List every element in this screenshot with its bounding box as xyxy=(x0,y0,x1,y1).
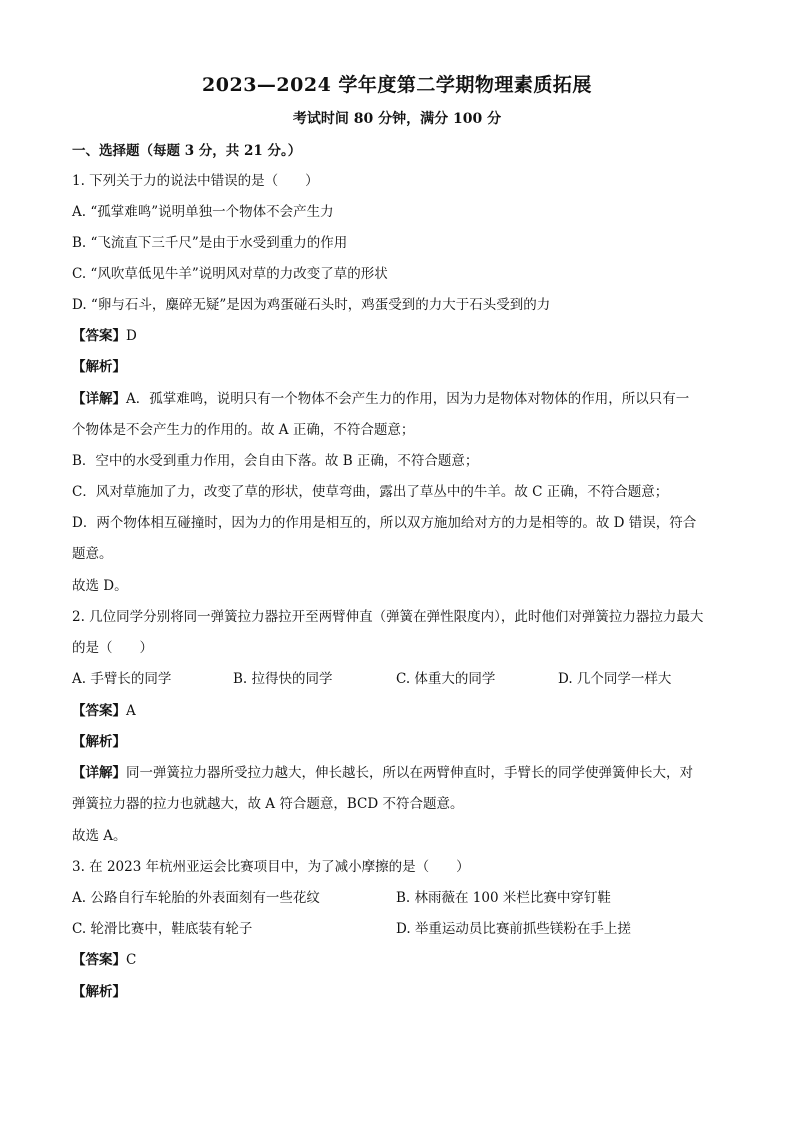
q2-option-a: A. 手臂长的同学 xyxy=(72,671,172,687)
exam-info: 考试时间 80 分钟，满分 100 分 xyxy=(292,111,502,127)
q2-analysis-tag: 【解析】 xyxy=(72,734,126,750)
q1-option-d: D. “卵与石斗，麋碎无疑”是因为鸡蛋碰石头时，鸡蛋受到的力大于石头受到的力 xyxy=(72,297,551,313)
q2-conclusion: 故选 A。 xyxy=(72,828,127,844)
q1-option-a: A. “孤掌难鸣”说明单独一个物体不会产生力 xyxy=(72,204,334,220)
answer-tag: 【答案】 xyxy=(72,328,126,344)
detail-tag: 【详解】 xyxy=(72,765,126,781)
q2-option-c: C. 体重大的同学 xyxy=(396,671,496,687)
q2-stem-line-2: 的是（ ） xyxy=(72,640,153,656)
section-heading: 一、选择题（每题 3 分，共 21 分。） xyxy=(72,143,302,159)
q1-detail-line-1 xyxy=(72,389,732,409)
q2-detail-line-2: 弹簧拉力器的拉力也就越大，故 A 符合题意，BCD 不符合题意。 xyxy=(72,796,464,812)
detail-text: 同一弹簧拉力器所受拉力越大，伸长越长，所以在两臂伸直时，手臂长的同学使弹簧伸长大，对 xyxy=(126,765,693,781)
answer-value: D xyxy=(126,328,137,344)
q2-options-row xyxy=(72,669,732,689)
q1-detail-line-4: C．风对草施加了力，改变了草的形状，使草弯曲，露出了草丛中的牛羊。故 C 正确，不符合题意； xyxy=(72,484,669,500)
q1-detail-line-3: B．空中的水受到重力作用，会自由下落。故 B 正确，不符合题意； xyxy=(72,453,479,469)
q3-options-row-2 xyxy=(72,919,732,939)
q1-conclusion: 故选 D。 xyxy=(72,578,128,594)
q1-detail-line-2: 个物体是不会产生力的作用的。故 A 正确，不符合题意； xyxy=(72,422,415,438)
q2-stem-line-1: 2. 几位同学分别将同一弹簧拉力器拉开至两臂伸直（弹簧在弹性限度内），此时他们对弹簧拉力器拉力最大 xyxy=(72,609,704,625)
q1-analysis-tag: 【解析】 xyxy=(72,359,126,375)
page-title: 2023—2024 学年度第二学期物理素质拓展 xyxy=(202,74,592,96)
answer-value: A xyxy=(126,703,136,719)
detail-text: A．孤掌难鸣，说明只有一个物体不会产生力的作用，因为力是物体对物体的作用，所以只有一 xyxy=(126,391,690,407)
answer-tag: 【答案】 xyxy=(72,703,126,719)
q1-detail-line-5: D．两个物体相互碰撞时，因为力的作用是相互的，所以双方施加给对方的力是相等的。故 D 错误，符合 xyxy=(72,515,697,531)
q2-detail-line-1 xyxy=(72,763,732,783)
q1-stem: 1. 下列关于力的说法中错误的是（ ） xyxy=(72,173,319,189)
q3-option-d: D. 举重运动员比赛前抓些镁粉在手上搓 xyxy=(396,921,631,937)
answer-value: C xyxy=(126,952,137,968)
q2-answer xyxy=(72,701,732,721)
q3-option-a: A. 公路自行车轮胎的外表面刻有一些花纹 xyxy=(72,890,320,906)
q3-stem: 3. 在 2023 年杭州亚运会比赛项目中，为了减小摩擦的是（ ） xyxy=(72,859,470,875)
q1-answer xyxy=(72,326,732,346)
q3-answer xyxy=(72,950,732,970)
detail-tag: 【详解】 xyxy=(72,391,126,407)
q1-option-b: B. “飞流直下三千尺”是由于水受到重力的作用 xyxy=(72,235,348,251)
answer-tag: 【答案】 xyxy=(72,952,126,968)
q3-analysis-tag: 【解析】 xyxy=(72,984,126,1000)
q1-detail-line-6: 题意。 xyxy=(72,546,113,562)
q1-option-c: C. “风吹草低见牛羊”说明风对草的力改变了草的形状 xyxy=(72,266,388,282)
q2-option-d: D. 几个同学一样大 xyxy=(558,671,672,687)
q3-options-row-1 xyxy=(72,888,732,908)
q2-option-b: B. 拉得快的同学 xyxy=(233,671,333,687)
q3-option-c: C. 轮滑比赛中，鞋底装有轮子 xyxy=(72,921,253,937)
q3-option-b: B. 林雨薇在 100 米栏比赛中穿钉鞋 xyxy=(396,890,611,906)
